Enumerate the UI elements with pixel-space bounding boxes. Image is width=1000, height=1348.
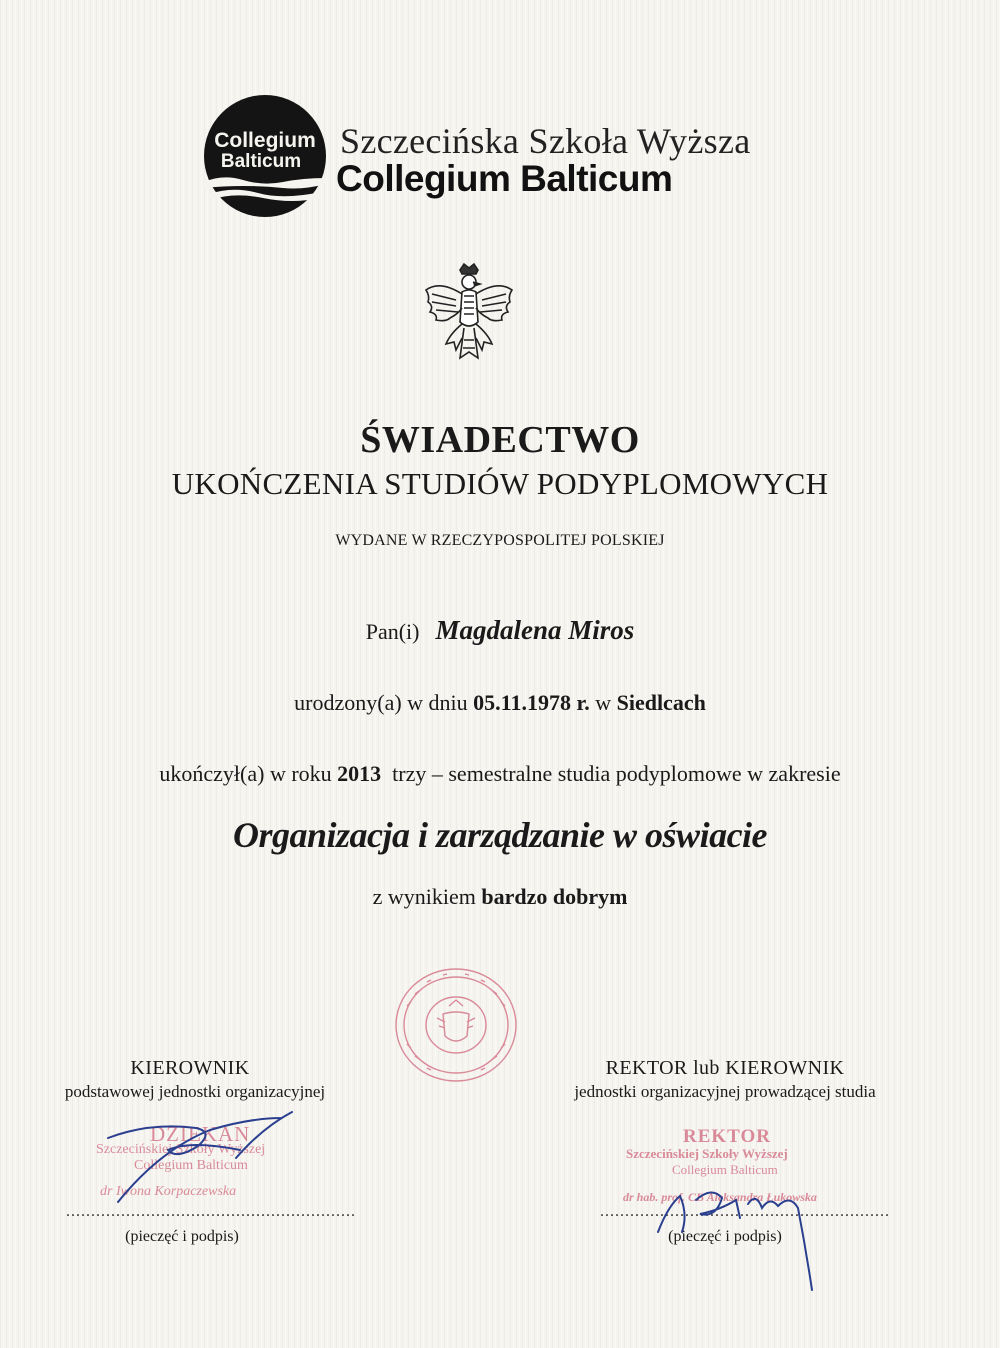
right-signature-caption: (pieczęć i podpis) [668,1228,782,1245]
finish-prefix: ukończył(a) w roku [159,761,332,786]
result-line [0,884,1000,910]
rector-stamp-name: dr hab. prof. CB Aleksandra Łukowska [623,1190,817,1204]
birth-mid: w [595,690,612,715]
birth-line [0,690,1000,716]
field-of-study: Organizacja i zarządzanie w oświacie [232,815,768,855]
finish-year: 2013 [337,761,382,786]
left-signatory-subtitle: podstawowej jednostki organizacyjnej [64,1082,326,1101]
dean-stamp-line1: Szczecińskiej Szkoły Wyższej [96,1142,266,1157]
logo-badge-line2: Balticum [220,151,302,172]
collegium-balticum-logo [203,94,327,218]
birth-date: 05.11.1978 r. [473,690,590,715]
dean-stamp-name: dr Iwona Korpaczewska [100,1184,237,1199]
left-signature-caption: (pieczęć i podpis) [125,1228,239,1245]
round-seal-icon [393,966,519,1084]
certificate-subtitle: UKOŃCZENIA STUDIÓW PODYPLOMOWYCH [171,466,829,501]
logo-badge-line1: Collegium [214,129,316,152]
rector-stamp-line2: Collegium Balticum [672,1162,778,1177]
recipient-name: Magdalena Miros [435,615,635,645]
birth-place: Siedlcach [616,690,706,715]
dean-stamp-title: DZIEKAN [150,1122,251,1146]
result-grade: bardzo dobrym [481,884,628,909]
school-brand: Collegium Balticum [336,158,673,199]
birth-prefix: urodzony(a) w dniu [294,690,468,715]
issued-in: WYDANE W RZECZYPOSPOLITEJ POLSKIEJ [335,532,665,549]
finish-suffix: trzy – semestralne studia podyplomowe w zakresie [392,761,841,786]
dean-stamp-line2: Collegium Balticum [134,1158,248,1173]
left-signature-line: .......................................................... [66,1203,356,1220]
rector-stamp-line1: Szczecińskiej Szkoły Wyższej [626,1146,788,1161]
certificate-title: ŚWIADECTWO [360,419,640,461]
polish-eagle-icon [420,262,518,366]
right-signature-line: .......................................................... [600,1203,890,1220]
name-line [0,615,1000,646]
rector-stamp-title: REKTOR [683,1126,772,1147]
right-signatory-title: REKTOR lub KIEROWNIK [605,1057,845,1079]
name-prefix: Pan(i) [365,619,420,644]
school-name: Szczecińska Szkoła Wyższa [340,121,751,161]
result-prefix: z wynikiem [372,884,476,909]
finish-line [0,761,1000,787]
left-signatory-title: KIEROWNIK [130,1057,250,1079]
right-signatory-subtitle: jednostki organizacyjnej prowadzącej studia [574,1082,876,1101]
